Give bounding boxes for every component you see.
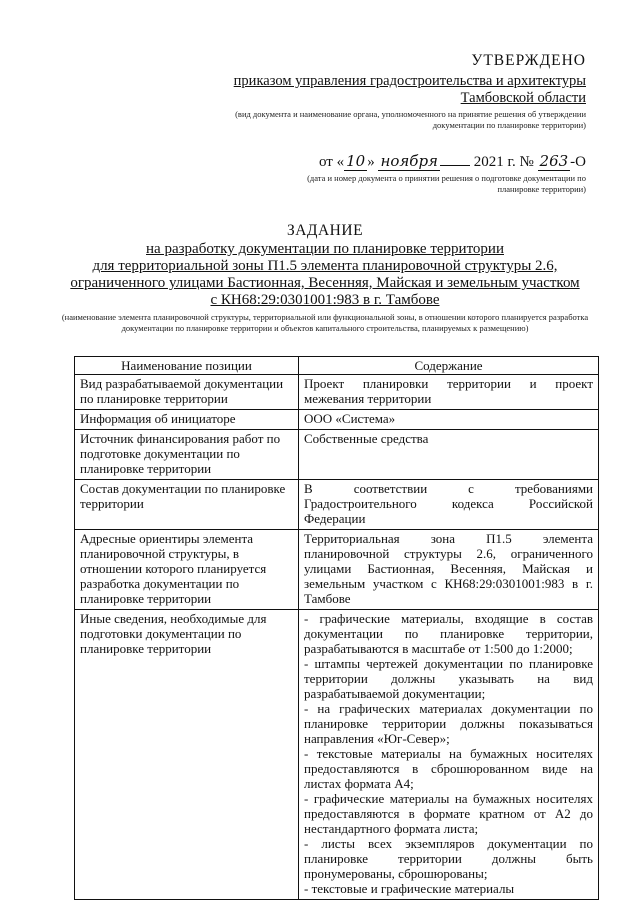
requirement-item: - штампы чертежей документации по планировке территории должны указывать на вид разрабатываемой документации;: [304, 656, 593, 701]
date-year: 2021 г. №: [473, 154, 534, 170]
table-row: [75, 610, 599, 900]
task-line-1: на разработку документации по планировке территории: [146, 241, 504, 257]
table-row: [75, 430, 599, 480]
date-underline: [440, 165, 470, 166]
table-row: [75, 530, 599, 610]
task-line-4: с КН68:29:0301001:983 в г. Тамбове: [210, 292, 440, 308]
requirement-item: - графические материалы на бумажных носителях предоставляются в формате кратном от А2 до нестандартного формата листа;: [304, 791, 593, 836]
approval-order: [230, 73, 586, 107]
row-value: Собственные средства: [299, 430, 599, 480]
row-name: Иные сведения, необходимые для подготовки документации по планировке территории: [75, 610, 299, 900]
table-header-row: [75, 357, 599, 375]
approval-block: [230, 52, 586, 131]
date-line-text: [300, 152, 586, 171]
requirement-item: - на графических материалах документации по планировке территории должны показываться направления «Юг-Север»;: [304, 701, 593, 746]
row-value: В соответствии с требованиями Градостроительного кодекса Российской Федерации: [299, 480, 599, 530]
row-value: Проект планировки территории и проект межевания территории: [299, 375, 599, 410]
approval-order-line1: приказом управления градостроительства и архитектуры: [233, 73, 586, 89]
requirement-item: - текстовые и графические материалы: [304, 881, 515, 896]
table-header-name: Наименование позиции: [75, 357, 299, 375]
requirement-item: - текстовые материалы на бумажных носителях предоставляются в сброшюрованном виде на листах формата А4;: [304, 746, 593, 791]
table-header-content: Содержание: [299, 357, 599, 375]
row-name: Адресные ориентиры элемента планировочной структуры, в отношении которого планируется разработка документации по планировке территории: [75, 530, 299, 610]
date-note: (дата и номер документа о принятии решения о подготовке документации по планировке территории): [307, 173, 586, 194]
table-row: [75, 480, 599, 530]
date-prefix: от «: [319, 154, 345, 170]
document-number: 263: [539, 152, 569, 170]
date-day: 10: [346, 152, 366, 170]
date-mid: »: [367, 154, 375, 170]
row-value-requirements: [299, 610, 599, 900]
task-heading: ЗАДАНИЕ: [286, 222, 364, 239]
requirement-item: - листы всех экземпляров документации по планировке территории должны быть пронумерованы, сброшюрованы;: [304, 836, 593, 881]
requirement-item: - графические материалы, входящие в состав документации по планировке территории, разрабатываются в масштабе от 1:500 до 1:2000;: [304, 611, 593, 656]
task-table: [74, 356, 599, 900]
table-row: [75, 375, 599, 410]
task-block: [40, 222, 610, 334]
task-line-3: ограниченного улицами Бастионная, Весенняя, Майская и земельным участком: [70, 275, 580, 291]
task-note: (наименование элемента планировочной структуры, территориальной или функциональной зоны, в отношении которого планируется разработка документации по планировке территории и объектов капитального строительства, планируемых к размещению): [61, 312, 589, 333]
row-name: Источник финансирования работ по подготовке документации по планировке территории: [75, 430, 299, 480]
row-value: ООО «Система»: [299, 410, 599, 430]
approval-title: УТВЕРЖДЕНО: [471, 52, 586, 69]
row-name: Информация об инициаторе: [75, 410, 299, 430]
approval-order-line2: Тамбовской области: [460, 90, 586, 106]
approval-note: (вид документа и наименование органа, уполномоченного на принятие решения об утверждении документации по планировке территории): [235, 109, 586, 130]
row-value: Территориальная зона П1.5 элемента планировочной структуры 2.6, ограниченного улицами Бастионная, Весенняя, Майская и земельным участком с КН68:29:0301001:983 в г. Тамбове: [299, 530, 599, 610]
row-name: Состав документации по планировке территории: [75, 480, 299, 530]
row-name: Вид разрабатываемой документации по планировке территории: [75, 375, 299, 410]
table-row: [75, 410, 599, 430]
document-number-suffix: -О: [570, 154, 586, 170]
date-month: ноября: [380, 152, 438, 170]
date-line: [300, 152, 586, 195]
task-line-2: для территориальной зоны П1.5 элемента планировочной структуры 2.6,: [92, 258, 558, 274]
